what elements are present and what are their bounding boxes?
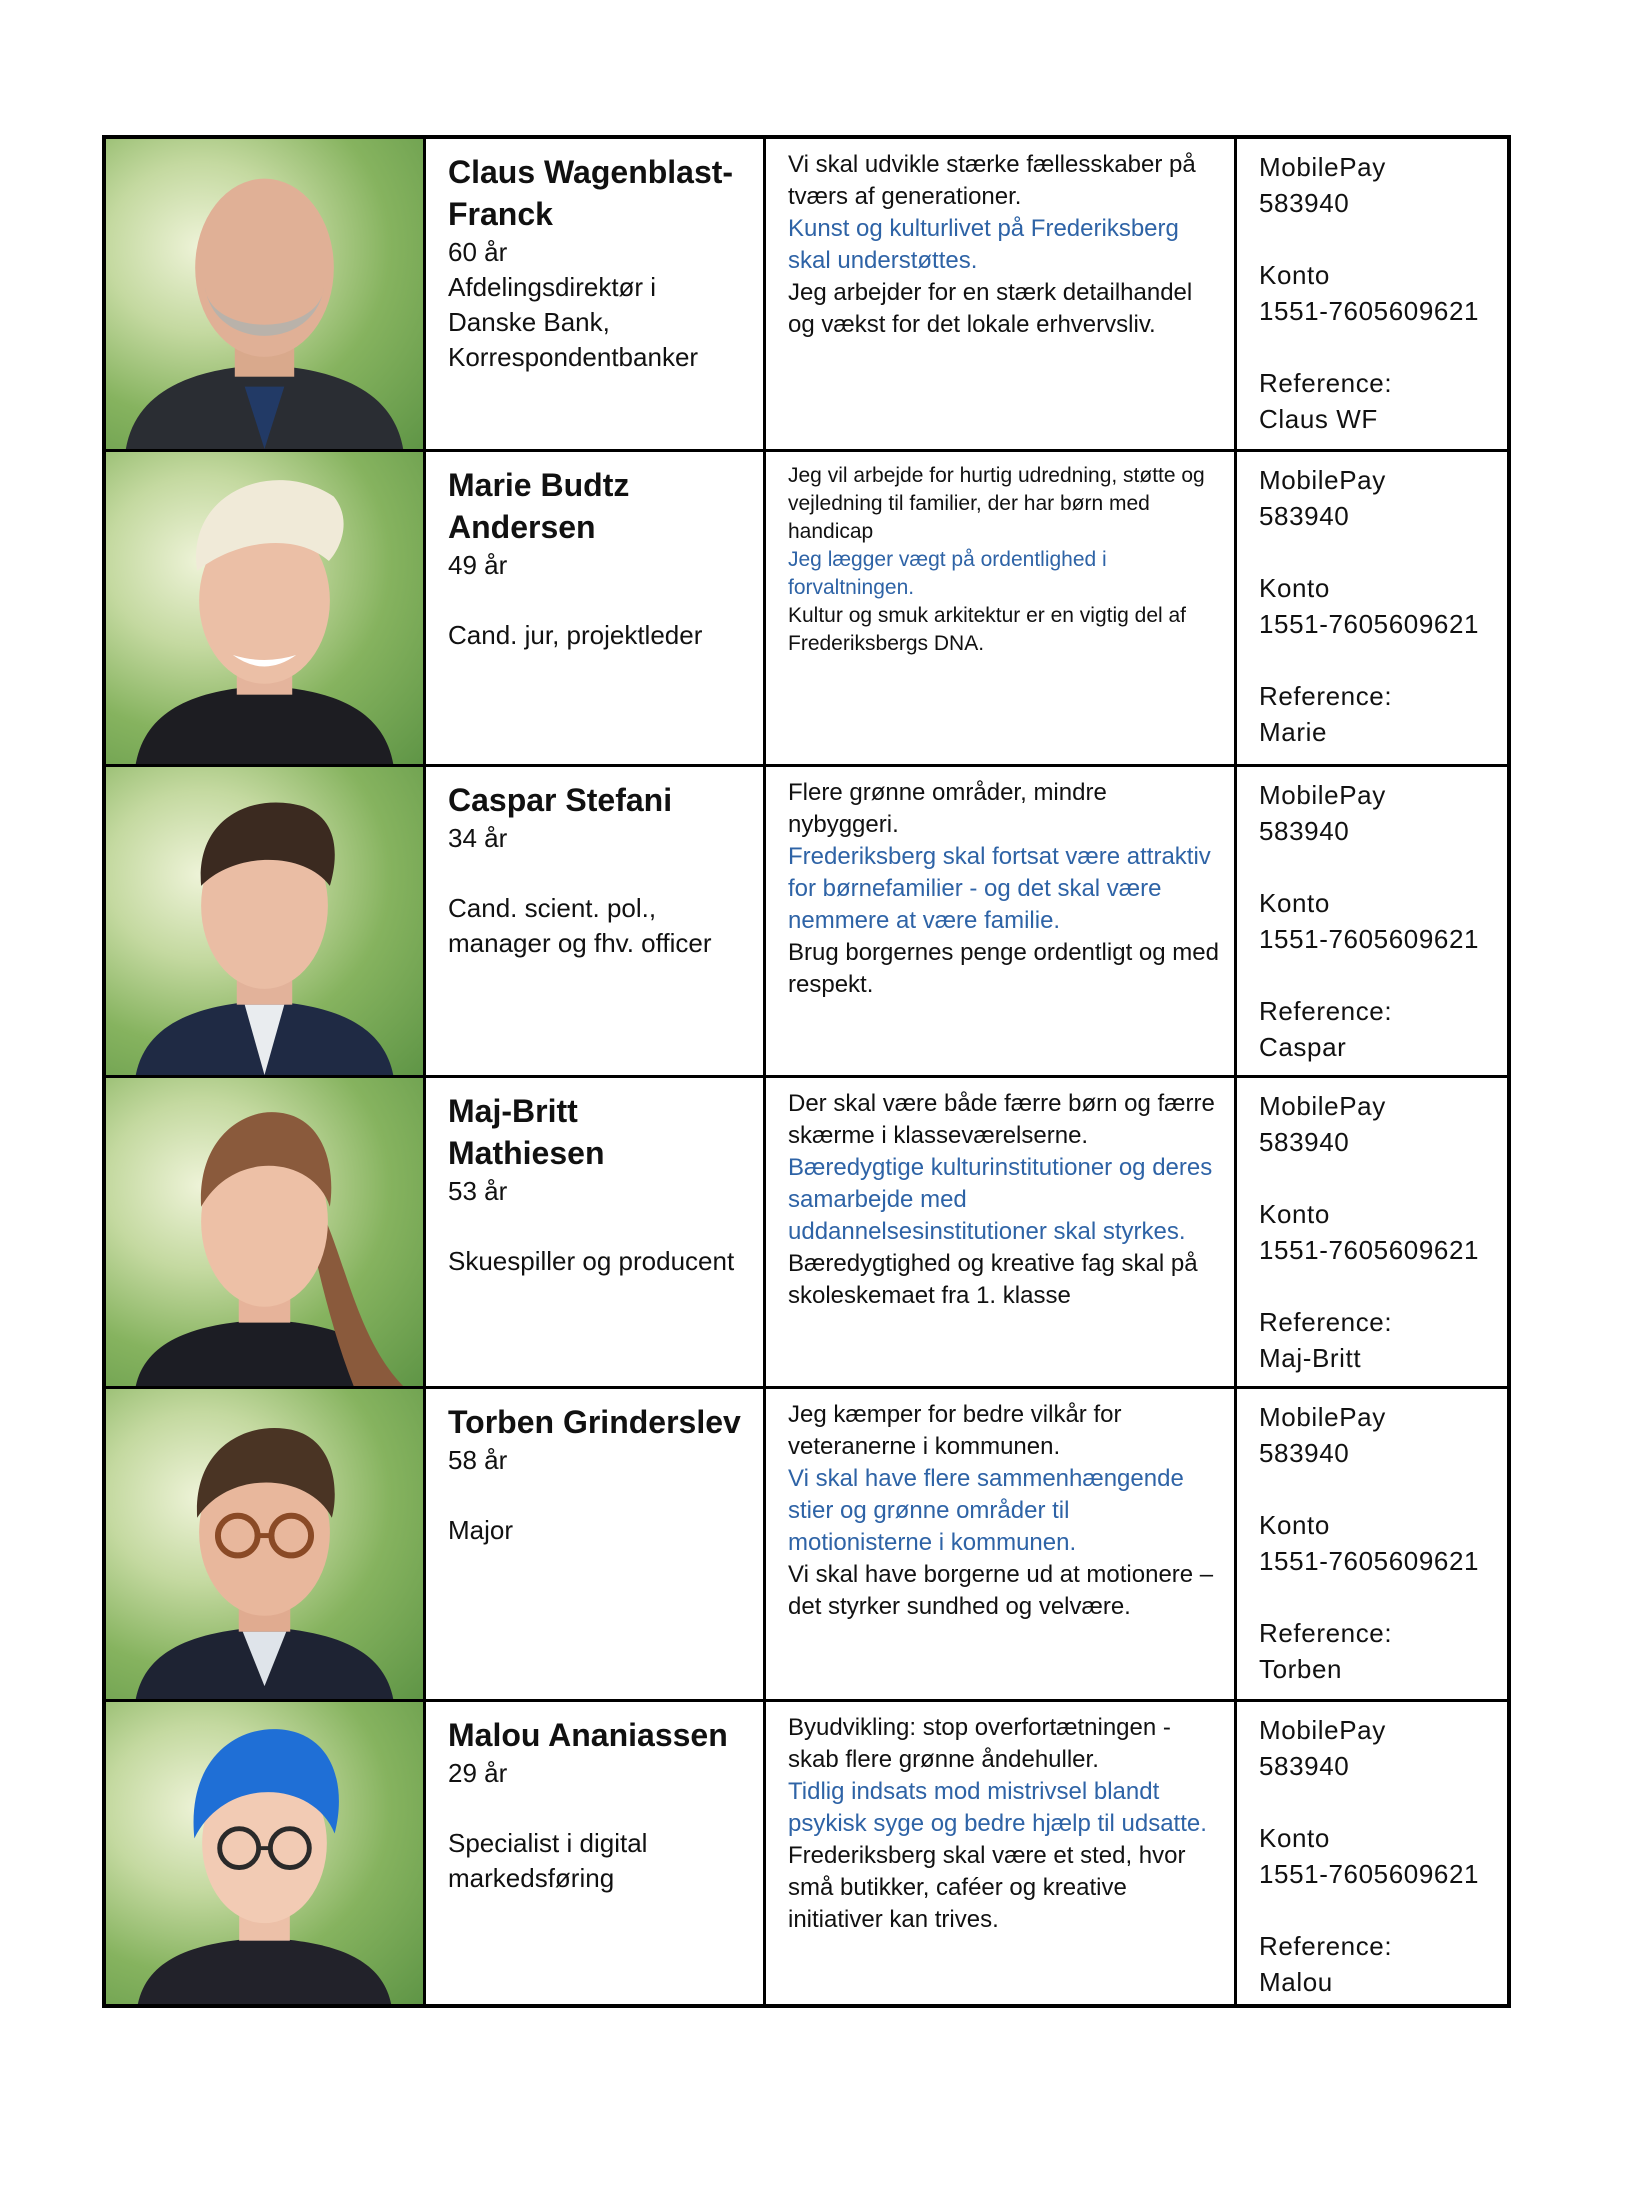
view-statement: Kultur og smuk arkitektur er en vigtig del af Frederiksbergs DNA. xyxy=(788,604,1187,655)
candidate-occupation: Specialist i digital markedsføring xyxy=(448,1828,648,1893)
portrait-photo-icon xyxy=(106,767,423,1075)
candidate-age: 49 år xyxy=(448,550,508,580)
candidate-age: 29 år xyxy=(448,1758,508,1788)
view-statement-highlight: Tidlig indsats mod mistrivsel blandt psykisk syge og bedre hjælp til udsatte. xyxy=(788,1778,1207,1837)
candidate-info xyxy=(426,139,766,452)
candidate-info xyxy=(426,1702,766,2004)
candidate-table xyxy=(102,135,1511,2008)
candidate-name: Marie Budtz Andersen xyxy=(448,467,630,545)
mobilepay-number: 583940 xyxy=(1259,1751,1350,1781)
candidate-info xyxy=(426,452,766,767)
donation-info xyxy=(1237,1078,1507,1389)
candidate-occupation: Skuespiller og producent xyxy=(448,1246,735,1276)
candidate-photo xyxy=(106,767,426,1078)
reference-value: Maj-Britt xyxy=(1259,1343,1362,1373)
view-statement: Byudvikling: stop overfortætningen - skab flere grønne åndehuller. xyxy=(788,1714,1171,1773)
view-statement: Der skal være både færre børn og færre skærme i klasseværelserne. xyxy=(788,1090,1215,1149)
candidate-photo xyxy=(106,139,426,452)
konto-label: Konto xyxy=(1259,888,1330,918)
portrait-photo-icon xyxy=(106,139,423,449)
view-statement: Frederiksberg skal være et sted, hvor små butikker, caféer og kreative initiativer kan trives. xyxy=(788,1842,1186,1933)
reference-value: Claus WF xyxy=(1259,404,1378,434)
candidate-info xyxy=(426,1078,766,1389)
candidate-views xyxy=(766,1078,1237,1389)
reference-label: Reference: xyxy=(1259,1618,1393,1648)
view-statement-highlight: Frederiksberg skal fortsat være attraktiv for børnefamilier - og det skal være nemmere at være familie. xyxy=(788,843,1211,934)
candidate-name: Caspar Stefani xyxy=(448,782,673,818)
reference-label: Reference: xyxy=(1259,1307,1393,1337)
mobilepay-label: MobilePay xyxy=(1259,152,1386,182)
view-statement: Flere grønne områder, mindre nybyggeri. xyxy=(788,779,1107,838)
candidate-age: 34 år xyxy=(448,823,508,853)
candidate-occupation: Major xyxy=(448,1515,514,1545)
candidate-age: 58 år xyxy=(448,1445,508,1475)
portrait-photo-icon xyxy=(106,1389,423,1699)
view-statement-highlight: Bæredygtige kulturinstitutioner og deres samarbejde med uddannelsesinstitutioner skal styrkes. xyxy=(788,1154,1213,1245)
view-statement-highlight: Kunst og kulturlivet på Frederiksberg skal understøttes. xyxy=(788,215,1179,274)
mobilepay-number: 583940 xyxy=(1259,1438,1350,1468)
candidate-views xyxy=(766,1389,1237,1702)
candidate-views xyxy=(766,767,1237,1078)
konto-number: 1551-7605609621 xyxy=(1259,1859,1480,1889)
candidate-views xyxy=(766,1702,1237,2004)
konto-number: 1551-7605609621 xyxy=(1259,609,1480,639)
mobilepay-number: 583940 xyxy=(1259,188,1350,218)
candidate-photo xyxy=(106,1389,426,1702)
donation-info xyxy=(1237,767,1507,1078)
konto-label: Konto xyxy=(1259,1199,1330,1229)
candidate-name: Torben Grinderslev xyxy=(448,1404,741,1440)
candidate-name: Malou Ananiassen xyxy=(448,1717,728,1753)
candidate-age: 60 år xyxy=(448,237,508,267)
candidate-occupation: Cand. jur, projektleder xyxy=(448,620,703,650)
mobilepay-label: MobilePay xyxy=(1259,1402,1386,1432)
donation-info xyxy=(1237,1702,1507,2004)
portrait-photo-icon xyxy=(106,1702,423,2004)
konto-label: Konto xyxy=(1259,260,1330,290)
candidate-photo xyxy=(106,1702,426,2004)
candidate-age: 53 år xyxy=(448,1176,508,1206)
candidate-views xyxy=(766,452,1237,767)
view-statement: Vi skal have borgerne ud at motionere – det styrker sundhed og velvære. xyxy=(788,1561,1214,1620)
konto-label: Konto xyxy=(1259,1510,1330,1540)
reference-value: Torben xyxy=(1259,1654,1343,1684)
mobilepay-label: MobilePay xyxy=(1259,1715,1386,1745)
candidate-info xyxy=(426,1389,766,1702)
candidate-info xyxy=(426,767,766,1078)
konto-number: 1551-7605609621 xyxy=(1259,1235,1480,1265)
view-statement: Vi skal udvikle stærke fællesskaber på tværs af generationer. xyxy=(788,151,1196,210)
mobilepay-number: 583940 xyxy=(1259,1127,1350,1157)
reference-value: Marie xyxy=(1259,717,1328,747)
view-statement-highlight: Jeg lægger vægt på ordentlighed i forvaltningen. xyxy=(788,548,1107,599)
view-statement: Bæredygtighed og kreative fag skal på skoleskemaet fra 1. klasse xyxy=(788,1250,1198,1309)
reference-label: Reference: xyxy=(1259,1931,1393,1961)
donation-info xyxy=(1237,1389,1507,1702)
candidate-photo xyxy=(106,1078,426,1389)
mobilepay-label: MobilePay xyxy=(1259,1091,1386,1121)
candidate-name: Claus Wagenblast-Franck xyxy=(448,154,734,232)
view-statement: Brug borgernes penge ordentligt og med respekt. xyxy=(788,939,1219,998)
reference-label: Reference: xyxy=(1259,368,1393,398)
view-statement-highlight: Vi skal have flere sammenhængende stier og grønne områder til motionisterne i kommunen. xyxy=(788,1465,1184,1556)
konto-label: Konto xyxy=(1259,573,1330,603)
candidate-views xyxy=(766,139,1237,452)
mobilepay-label: MobilePay xyxy=(1259,465,1386,495)
candidate-occupation: Cand. scient. pol., manager og fhv. officer xyxy=(448,893,712,958)
mobilepay-number: 583940 xyxy=(1259,816,1350,846)
reference-label: Reference: xyxy=(1259,996,1393,1026)
donation-info xyxy=(1237,452,1507,767)
candidate-occupation: Afdelingsdirektør i Danske Bank, Korrespondentbanker xyxy=(448,272,699,372)
konto-label: Konto xyxy=(1259,1823,1330,1853)
candidate-name: Maj-Britt Mathiesen xyxy=(448,1093,605,1171)
reference-label: Reference: xyxy=(1259,681,1393,711)
view-statement: Jeg arbejder for en stærk detailhandel og vækst for det lokale erhvervsliv. xyxy=(788,279,1193,338)
konto-number: 1551-7605609621 xyxy=(1259,924,1480,954)
reference-value: Caspar xyxy=(1259,1032,1347,1062)
portrait-photo-icon xyxy=(106,1078,423,1386)
view-statement: Jeg vil arbejde for hurtig udredning, støtte og vejledning til familier, der har børn med handicap xyxy=(788,464,1205,543)
konto-number: 1551-7605609621 xyxy=(1259,296,1480,326)
konto-number: 1551-7605609621 xyxy=(1259,1546,1480,1576)
view-statement: Jeg kæmper for bedre vilkår for veteranerne i kommunen. xyxy=(788,1401,1122,1460)
mobilepay-label: MobilePay xyxy=(1259,780,1386,810)
candidate-photo xyxy=(106,452,426,767)
mobilepay-number: 583940 xyxy=(1259,501,1350,531)
portrait-photo-icon xyxy=(106,452,423,764)
donation-info xyxy=(1237,139,1507,452)
reference-value: Malou xyxy=(1259,1967,1333,1997)
